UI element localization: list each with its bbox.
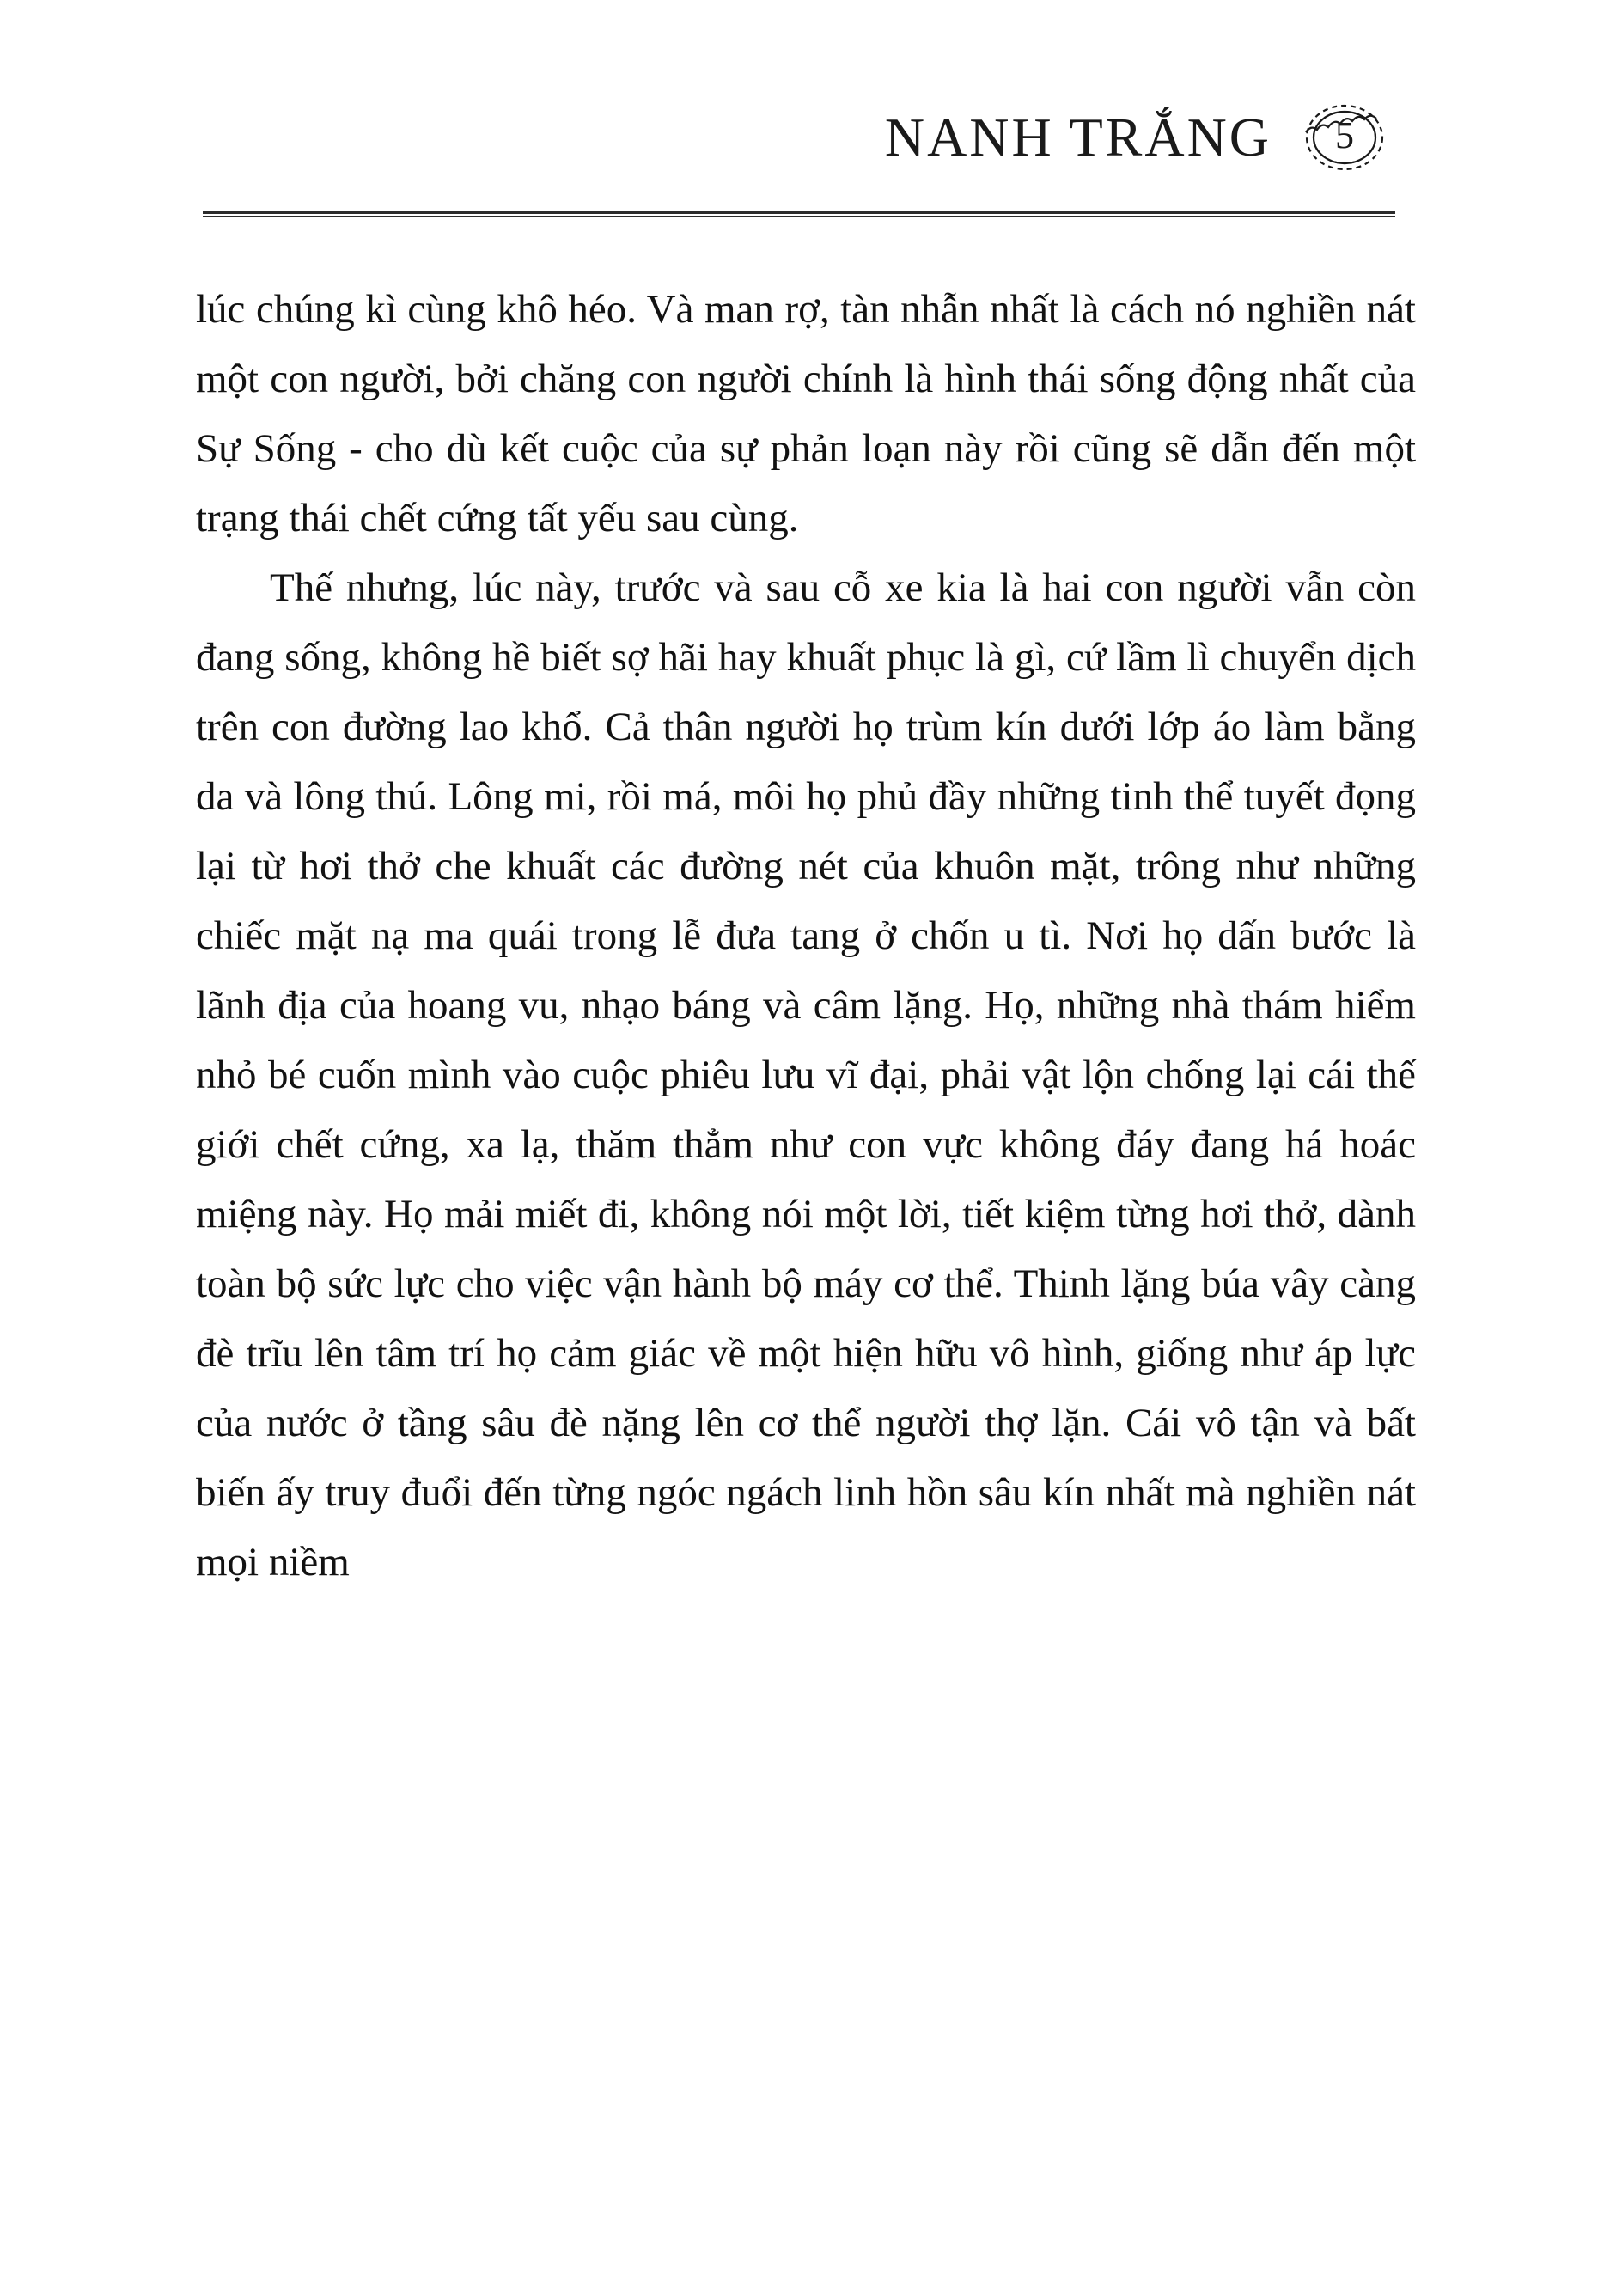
page-number: 5	[1335, 114, 1354, 156]
page-number-badge	[1294, 93, 1395, 182]
paragraph-2: Thế nhưng, lúc này, trước và sau cỗ xe kia là hai con người vẫn còn đang sống, không hề biết sợ hãi hay khuất phục là gì, cứ lầm lì chuyển dịch trên con đường lao khổ. Cả thân người họ trùm kín dưới lớp áo làm bằng da và lông thú. Lông mi, rồi má, môi họ phủ đầy những tinh thể tuyết đọng lại từ hơi thở che khuất các đường nét của khuôn mặt, trông như những chiếc mặt nạ ma quái trong lễ đưa tang ở chốn u tì. Nơi họ dấn bước là lãnh địa của hoang vu, nhạo báng và câm lặng. Họ, những nhà thám hiểm nhỏ bé cuốn mình vào cuộc phiêu lưu vĩ đại, phải vật lộn chống lại cái thế giới chết cứng, xa lạ, thăm thẳm như con vực không đáy đang há hoác miệng này. Họ mải miết đi, không nói một lời, tiết kiệm từng hơi thở, dành toàn bộ sức lực cho việc vận hành bộ máy cơ thể. Thinh lặng búa vây càng đè trĩu lên tâm trí họ cảm giác về một hiện hữu vô hình, giống như áp lực của nước ở tầng sâu đè nặng lên cơ thể người thợ lặn. Cái vô tận và bất biến ấy truy đuổi đến từng ngóc ngách linh hồn sâu kín nhất mà nghiền nát mọi niềm	[196, 565, 1416, 1585]
page-header	[203, 95, 1395, 206]
book-title: NANH TRẮNG	[884, 107, 1272, 168]
paragraph-1: lúc chúng kì cùng khô héo. Và man rợ, tàn nhẫn nhất là cách nó nghiền nát một con người, bởi chăng con người chính là hình thái sống động nhất của Sự Sống - cho dù kết cuộc của sự phản loạn này rồi cũng sẽ dẫn đến một trạng thái chết cứng tất yếu sau cùng.	[196, 287, 1416, 540]
header-divider	[203, 211, 1395, 217]
page-body	[196, 275, 1416, 1597]
